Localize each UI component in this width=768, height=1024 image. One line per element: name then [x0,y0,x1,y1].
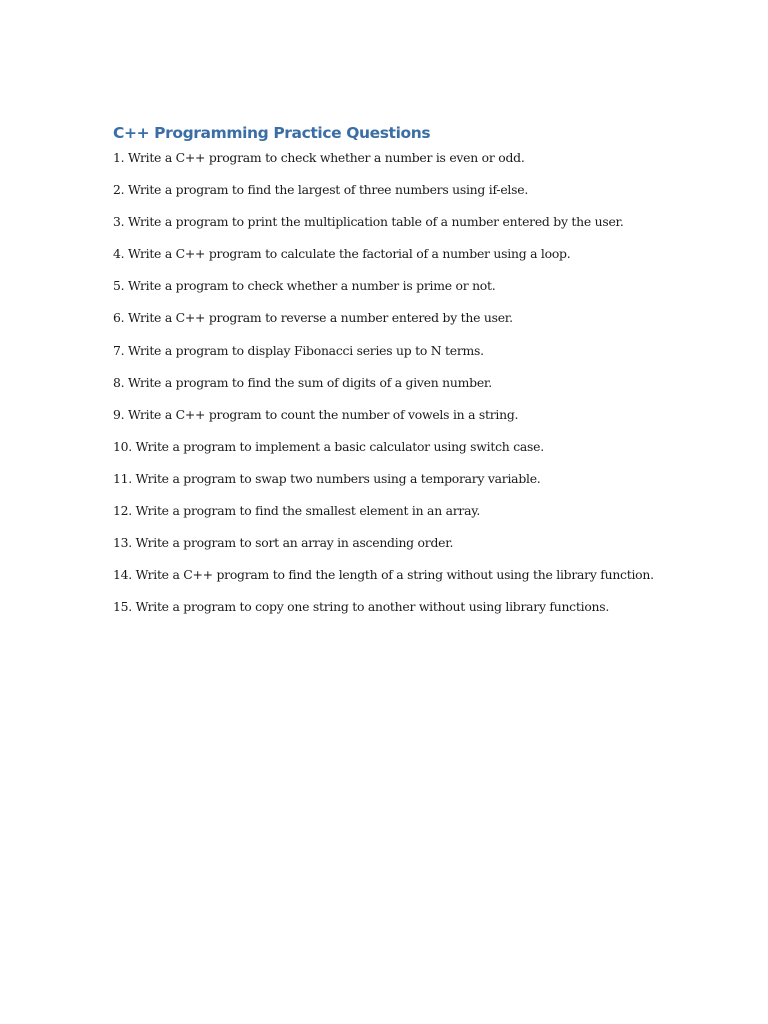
question-item: 11. Write a program to swap two numbers using a temporary variable. [113,470,541,486]
question-item: 12. Write a program to find the smallest element in an array. [113,503,481,519]
question-item: 7. Write a program to display Fibonacci series up to N terms. [113,342,484,358]
question-item: 2. Write a program to find the largest of three numbers using if-else. [113,182,529,198]
question-list [113,149,654,630]
question-item: 4. Write a C++ program to calculate the factorial of a number using a loop. [113,246,571,262]
question-item: 9. Write a C++ program to count the number of vowels in a string. [113,406,519,422]
question-item: 5. Write a program to check whether a number is prime or not. [113,278,496,294]
question-item: 15. Write a program to copy one string to another without using library functions. [113,599,610,615]
question-item: 6. Write a C++ program to reverse a number entered by the user. [113,310,513,326]
document-title: C++ Programming Practice Questions [113,124,431,142]
question-item: 3. Write a program to print the multiplication table of a number entered by the user. [113,214,624,230]
question-item: 13. Write a program to sort an array in ascending order. [113,535,454,551]
question-item: 1. Write a C++ program to check whether a number is even or odd. [113,150,525,165]
question-item: 10. Write a program to implement a basic calculator using switch case. [113,438,544,454]
question-item: 8. Write a program to find the sum of digits of a given number. [113,374,492,390]
question-item: 14. Write a C++ program to find the length of a string without using the library function. [113,567,654,583]
